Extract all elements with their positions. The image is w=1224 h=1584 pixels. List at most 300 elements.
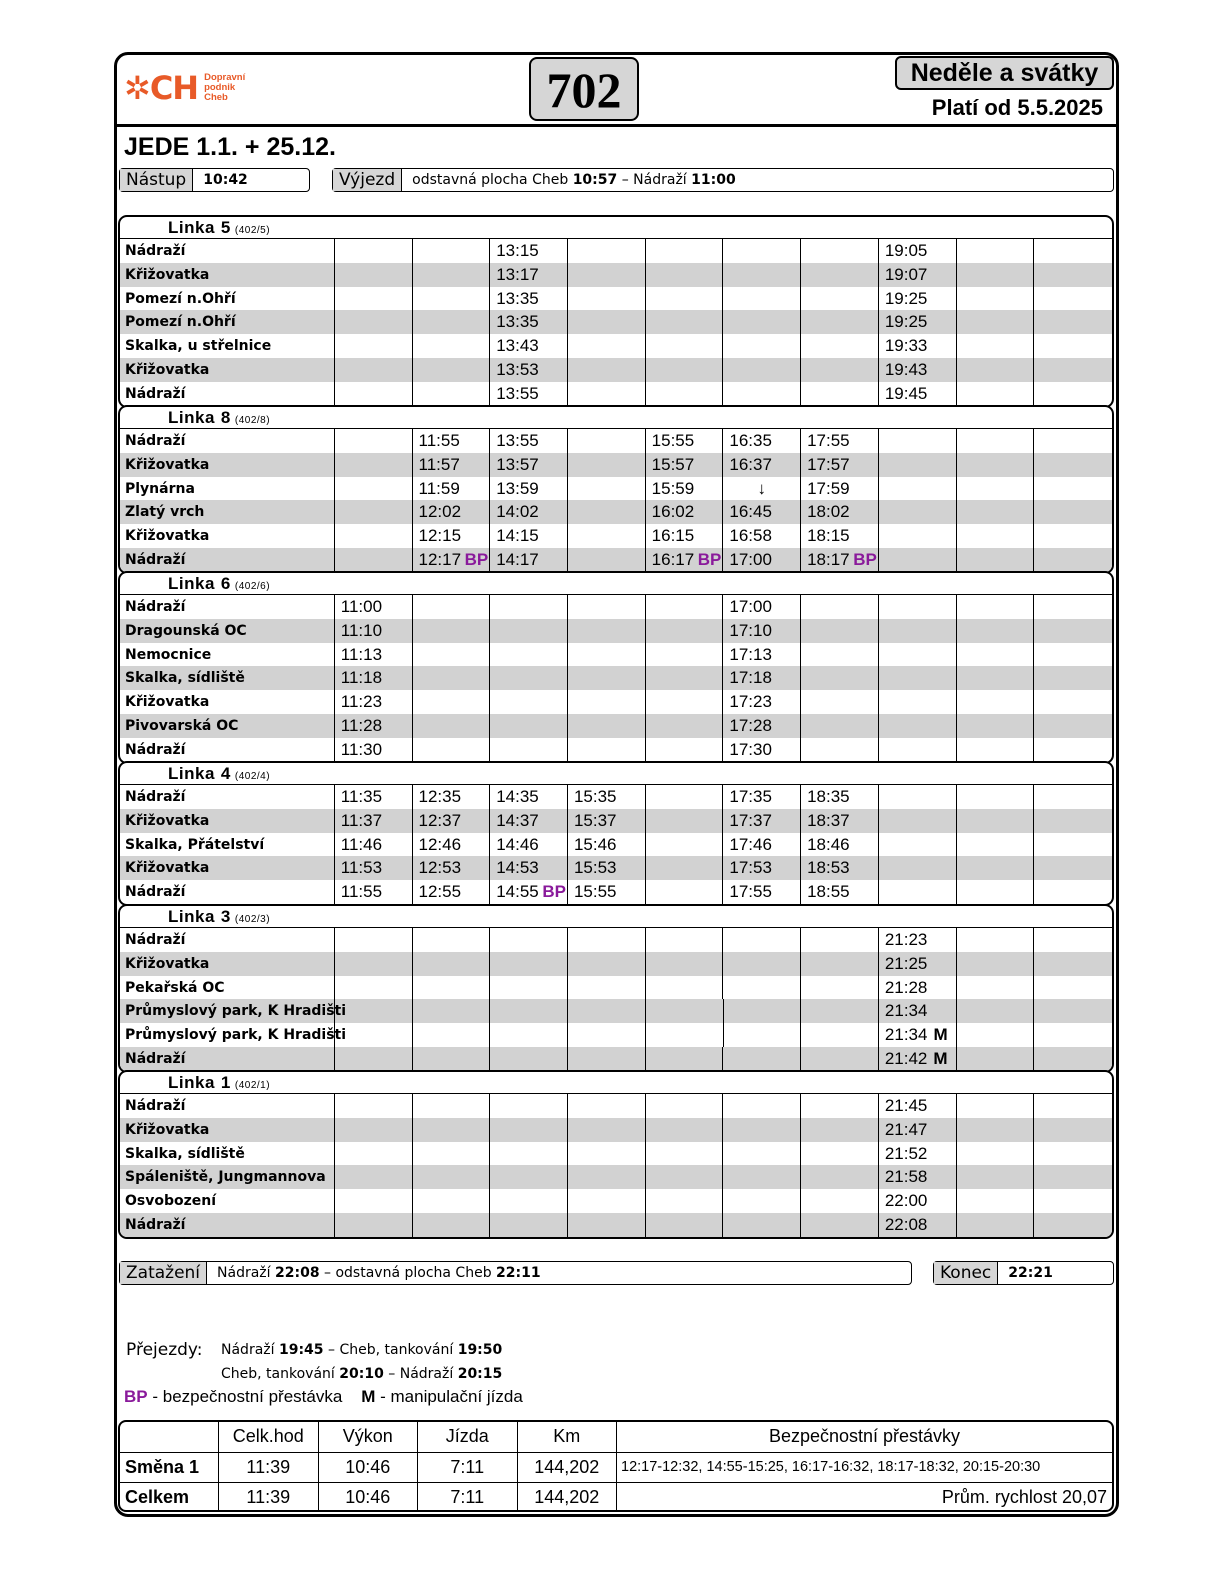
departure-cell (957, 382, 1035, 406)
departure-cell (335, 429, 413, 453)
departure-cell (568, 500, 646, 524)
departure-cell (335, 952, 413, 976)
stop-name: Osvobození (120, 1189, 335, 1213)
departure-cell (490, 952, 568, 976)
departure-cell (879, 833, 957, 857)
summary-shift-row (120, 1452, 1112, 1482)
safety-break-mark: BP (697, 549, 722, 569)
departure-cell (723, 952, 801, 976)
departure-cell (723, 928, 801, 952)
departure-cell: 18:02 (801, 500, 879, 524)
departure-cell: 18:53 (801, 856, 879, 880)
shift-celk: 11:39 (219, 1453, 319, 1482)
departure-cell (646, 1189, 724, 1213)
departure-cell (723, 1118, 801, 1142)
departure-cell (413, 666, 491, 690)
departure-cell (490, 1142, 568, 1166)
departure-cell: 21:52 (879, 1142, 957, 1166)
stop-name: Nádraží (120, 382, 335, 406)
departure-cell (1034, 833, 1112, 857)
stop-name: Křižovatka (120, 690, 335, 714)
departure-cell (413, 382, 491, 406)
total-label: Celkem (120, 1483, 219, 1512)
departure-cell (957, 595, 1035, 619)
departure-cell (1034, 738, 1112, 762)
departure-cell (957, 690, 1035, 714)
departure-cell (568, 1047, 646, 1071)
table-row (120, 1118, 1112, 1142)
departure-cell (1034, 334, 1112, 358)
departure-cell (723, 1047, 801, 1071)
departure-cell (646, 928, 724, 952)
departure-cell: 17:35 (723, 785, 801, 809)
departure-cell (490, 1189, 568, 1213)
departure-cell (957, 999, 1035, 1023)
departure-cell: 17:00 (723, 548, 801, 572)
departure-cell (957, 928, 1035, 952)
departure-cell (568, 1094, 646, 1118)
route-number: 702 (529, 57, 639, 121)
average-speed: Prům. rychlost 20,07 (941, 1487, 1107, 1507)
safety-break-mark: BP (542, 882, 566, 902)
departure-cell: 17:18 (723, 666, 801, 690)
departure-cell (646, 548, 724, 572)
departure-cell: 17:00 (723, 595, 801, 619)
legend (124, 1387, 523, 1407)
stop-name: Křižovatka (120, 263, 335, 287)
departure-cell: 12:55 (413, 880, 491, 904)
departure-cell (568, 310, 646, 334)
departure-cell (1034, 999, 1112, 1023)
departure-cell (1034, 643, 1112, 667)
logo-line-3: Cheb (204, 92, 228, 103)
departure-cell (646, 785, 724, 809)
departure-cell: 13:55 (490, 382, 568, 406)
departure-cell (801, 1047, 879, 1071)
departure-cell: 19:33 (879, 334, 957, 358)
line-code: (402/1) (234, 1080, 271, 1091)
departure-cell (957, 1094, 1035, 1118)
departure-cell (1034, 1213, 1112, 1237)
departure-cell (335, 548, 413, 572)
departure-cell (568, 1118, 646, 1142)
departure-cell (646, 1023, 724, 1047)
departure-cell: 18:55 (801, 880, 879, 904)
table-row (120, 382, 1112, 406)
stop-name: Křižovatka (120, 524, 335, 548)
summary-total-row (120, 1482, 1112, 1512)
departure-cell (568, 976, 646, 1000)
line-header (120, 573, 1112, 595)
departure-cell (957, 714, 1035, 738)
departure-cell (1034, 1142, 1112, 1166)
departure-cell (335, 263, 413, 287)
departure-cell (1034, 856, 1112, 880)
stop-name: Křižovatka (120, 809, 335, 833)
stop-name: Nemocnice (120, 643, 335, 667)
departure-cell (568, 999, 646, 1023)
table-row (120, 500, 1112, 524)
stop-name: Pomezí n.Ohří (120, 310, 335, 334)
departure-cell (801, 1118, 879, 1142)
departure-cell (957, 524, 1035, 548)
pass-through-arrow: ↓ (723, 477, 801, 501)
stop-name: Nádraží (120, 1047, 335, 1071)
departure-cell: 15:53 (568, 856, 646, 880)
departure-cell: 19:07 (879, 263, 957, 287)
departure-cell (1034, 287, 1112, 311)
departure-cell (801, 690, 879, 714)
departure-cell: 11:13 (335, 643, 413, 667)
table-row (120, 714, 1112, 738)
departure-cell: 14:53 (490, 856, 568, 880)
table-row (120, 976, 1112, 1000)
departure-cell (413, 999, 491, 1023)
stop-name: Křižovatka (120, 358, 335, 382)
departure-cell (879, 738, 957, 762)
departure-cell (723, 358, 801, 382)
departure-cell (957, 880, 1035, 904)
departure-cell: 11:23 (335, 690, 413, 714)
departure-cell (723, 1213, 801, 1237)
departure-cell (490, 1165, 568, 1189)
departure-cell: 17:55 (723, 880, 801, 904)
stop-name: Nádraží (120, 239, 335, 263)
table-row (120, 1142, 1112, 1166)
crossings-label: Přejezdy: (126, 1340, 203, 1360)
departure-cell (568, 477, 646, 501)
legend-bp-text: - bezpečnostní přestávka (152, 1387, 343, 1406)
departure-cell (1034, 619, 1112, 643)
departure-cell (646, 809, 724, 833)
departure-cell: 17:55 (801, 429, 879, 453)
departure-cell (413, 1094, 491, 1118)
nastup-label: Nástup (120, 169, 193, 191)
departure-cell: 11:28 (335, 714, 413, 738)
departure-cell (568, 952, 646, 976)
departure-cell (957, 833, 1035, 857)
departure-cell (646, 334, 724, 358)
departure-cell (490, 738, 568, 762)
departure-cell (957, 976, 1035, 1000)
departure-cell (568, 263, 646, 287)
line-block-5 (118, 215, 1114, 408)
stop-name: Plynárna (120, 477, 335, 501)
departure-cell (646, 643, 724, 667)
departure-cell (801, 1189, 879, 1213)
departure-cell (801, 287, 879, 311)
crossing-item: Cheb, tankování 20:10 – Nádraží 20:15 (221, 1366, 503, 1382)
table-row (120, 1047, 1112, 1071)
departure-cell: 22:08 (879, 1213, 957, 1237)
shift-jizda: 7:11 (418, 1453, 518, 1482)
departure-cell: 19:05 (879, 239, 957, 263)
summary-header-cell: Výkon (319, 1422, 419, 1452)
departure-cell (568, 690, 646, 714)
departure-cell (1034, 666, 1112, 690)
departure-cell: 15:57 (646, 453, 724, 477)
table-row (120, 1213, 1112, 1237)
departure-cell (646, 263, 724, 287)
departure-cell (957, 1142, 1035, 1166)
departure-cell (801, 239, 879, 263)
departure-cell (1034, 263, 1112, 287)
departure-cell (801, 714, 879, 738)
line-block-4 (118, 761, 1114, 906)
line-block-6 (118, 571, 1114, 764)
stop-name: Nádraží (120, 548, 335, 572)
departure-cell: 12:37 (413, 809, 491, 833)
departure-cell: 15:35 (568, 785, 646, 809)
stop-name: Průmyslový park, K Hradišti (120, 1023, 335, 1047)
departure-cell: 14:02 (490, 500, 568, 524)
departure-cell (568, 287, 646, 311)
line-number: 4 (220, 764, 231, 783)
departure-cell (646, 738, 724, 762)
departure-cell: 17:28 (723, 714, 801, 738)
departure-time: 18:17 (807, 549, 850, 569)
departure-cell (568, 1165, 646, 1189)
departure-cell (413, 976, 491, 1000)
stop-name: Nádraží (120, 595, 335, 619)
departure-cell (801, 263, 879, 287)
departure-cell (490, 1213, 568, 1237)
table-row (120, 690, 1112, 714)
departure-cell (724, 999, 802, 1023)
line-header (120, 217, 1112, 239)
line-title: Linka 3 (402/3) (168, 907, 271, 926)
departure-cell (646, 1094, 724, 1118)
departure-cell: 16:58 (723, 524, 801, 548)
departure-cell (957, 952, 1035, 976)
departure-cell (879, 524, 957, 548)
departure-cell (957, 619, 1035, 643)
departure-cell (568, 619, 646, 643)
manipulation-mark: M (933, 1048, 948, 1068)
line-code: (402/5) (234, 225, 271, 236)
departure-cell (801, 928, 879, 952)
departure-cell (413, 1189, 491, 1213)
departure-cell (1034, 809, 1112, 833)
departure-cell (879, 856, 957, 880)
departure-cell (413, 952, 491, 976)
departure-time: 16:17 (651, 549, 695, 569)
departure-cell (1034, 500, 1112, 524)
departure-cell (879, 595, 957, 619)
shift-vykon: 10:46 (319, 1453, 419, 1482)
departure-cell (1034, 1047, 1112, 1071)
header-divider (116, 124, 1117, 127)
departure-cell (879, 643, 957, 667)
valid-from: Platí od 5.5.2025 (931, 95, 1103, 120)
table-row (120, 263, 1112, 287)
departure-cell: 19:25 (879, 287, 957, 311)
departure-cell (957, 477, 1035, 501)
departure-cell (646, 999, 724, 1023)
departure-cell (646, 690, 724, 714)
nastup-value: 10:42 (203, 172, 248, 188)
departure-cell (413, 714, 491, 738)
departure-cell (801, 999, 879, 1023)
departure-cell: 12:15 (413, 524, 491, 548)
departure-cell (646, 1213, 724, 1237)
departure-cell: 13:59 (490, 477, 568, 501)
line-block-8 (118, 405, 1114, 574)
departure-cell (646, 1047, 724, 1071)
summary-header-cell: Celk.hod (219, 1422, 319, 1452)
departure-cell: 15:37 (568, 809, 646, 833)
departure-cell: 13:53 (490, 358, 568, 382)
departure-cell (646, 358, 724, 382)
departure-cell (957, 809, 1035, 833)
total-jizda: 7:11 (418, 1483, 518, 1512)
logo-text (204, 73, 245, 103)
departure-cell (1034, 595, 1112, 619)
departure-cell (335, 1189, 413, 1213)
departure-cell: 11:30 (335, 738, 413, 762)
departure-cell: 11:53 (335, 856, 413, 880)
stop-name: Skalka, sídliště (120, 1142, 335, 1166)
shift-label: Směna 1 (120, 1453, 219, 1482)
line-number: 8 (220, 408, 231, 427)
departure-cell (801, 1213, 879, 1237)
line-block-1 (118, 1070, 1114, 1239)
zatazeni-box (119, 1261, 912, 1285)
departure-cell (490, 595, 568, 619)
departure-cell (801, 666, 879, 690)
departure-cell: 11:59 (413, 477, 491, 501)
departure-cell (490, 1023, 568, 1047)
departure-cell: 13:57 (490, 453, 568, 477)
departure-cell (957, 239, 1035, 263)
line-number: 6 (220, 574, 231, 593)
departure-cell (568, 738, 646, 762)
departure-cell: 16:15 (646, 524, 724, 548)
departure-cell (1034, 382, 1112, 406)
departure-cell: 17:23 (723, 690, 801, 714)
departure-cell (1034, 1023, 1112, 1047)
departure-cell (879, 429, 957, 453)
departure-cell (413, 643, 491, 667)
stop-name: Skalka, u střelnice (120, 334, 335, 358)
table-row (120, 1094, 1112, 1118)
departure-cell (957, 310, 1035, 334)
departure-cell (801, 358, 879, 382)
departure-cell (879, 619, 957, 643)
departure-cell: 18:46 (801, 833, 879, 857)
departure-cell (413, 619, 491, 643)
departure-cell (801, 1094, 879, 1118)
departure-cell (413, 310, 491, 334)
departure-cell (801, 976, 879, 1000)
departure-cell: 14:35 (490, 785, 568, 809)
logo-line-2: podnik (204, 82, 236, 93)
table-row (120, 785, 1112, 809)
table-row (120, 880, 1112, 904)
departure-cell (413, 263, 491, 287)
departure-cell (879, 880, 957, 904)
departure-cell (879, 477, 957, 501)
departure-cell (413, 1118, 491, 1142)
line-title: Linka 8 (402/8) (168, 408, 271, 427)
departure-cell (879, 548, 957, 572)
departure-cell (957, 287, 1035, 311)
departure-cell: 17:53 (723, 856, 801, 880)
departure-cell: 13:55 (490, 429, 568, 453)
departure-cell (335, 524, 413, 548)
departure-cell (723, 239, 801, 263)
departure-cell (1034, 1094, 1112, 1118)
departure-cell (490, 643, 568, 667)
departure-cell (801, 643, 879, 667)
stop-name: Nádraží (120, 928, 335, 952)
departure-cell (879, 785, 957, 809)
departure-cell: 13:43 (490, 334, 568, 358)
departure-cell (1034, 976, 1112, 1000)
departure-cell (723, 1142, 801, 1166)
departure-cell (1034, 524, 1112, 548)
departure-cell: 13:35 (490, 287, 568, 311)
total-celk: 11:39 (219, 1483, 319, 1512)
departure-cell (490, 1094, 568, 1118)
table-row (120, 477, 1112, 501)
departure-cell (413, 239, 491, 263)
departure-cell (646, 952, 724, 976)
departure-cell (801, 1165, 879, 1189)
departure-cell (335, 999, 413, 1023)
stop-name: Nádraží (120, 1094, 335, 1118)
departure-cell (413, 690, 491, 714)
departure-cell (413, 1165, 491, 1189)
departure-cell: 11:00 (335, 595, 413, 619)
departure-cell (413, 738, 491, 762)
line-code: (402/3) (234, 914, 271, 925)
departure-cell (957, 1047, 1035, 1071)
table-row (120, 643, 1112, 667)
departure-cell (957, 500, 1035, 524)
stop-name: Nádraží (120, 738, 335, 762)
departure-cell (801, 310, 879, 334)
departure-cell: 17:30 (723, 738, 801, 762)
departure-cell (413, 1142, 491, 1166)
departure-cell (568, 524, 646, 548)
departure-cell (568, 382, 646, 406)
departure-cell: 21:28 (879, 976, 957, 1000)
departure-cell (1034, 714, 1112, 738)
departure-cell (335, 382, 413, 406)
departure-cell (801, 738, 879, 762)
legend-m-text: - manipulační jízda (380, 1387, 523, 1406)
table-row (120, 833, 1112, 857)
departure-cell (801, 595, 879, 619)
summary-header-row (120, 1422, 1112, 1452)
departure-cell (801, 1142, 879, 1166)
departure-cell (957, 429, 1035, 453)
departure-cell (490, 619, 568, 643)
departure-cell (879, 809, 957, 833)
line-number: 5 (220, 218, 231, 237)
departure-cell: 22:00 (879, 1189, 957, 1213)
departure-cell (957, 1165, 1035, 1189)
departure-cell (957, 1118, 1035, 1142)
departure-cell (1034, 880, 1112, 904)
departure-cell: 21:47 (879, 1118, 957, 1142)
departure-cell (335, 1047, 413, 1071)
departure-cell (335, 477, 413, 501)
departure-cell (646, 1142, 724, 1166)
vyjezd-label: Výjezd (333, 169, 402, 191)
departure-cell: 19:45 (879, 382, 957, 406)
